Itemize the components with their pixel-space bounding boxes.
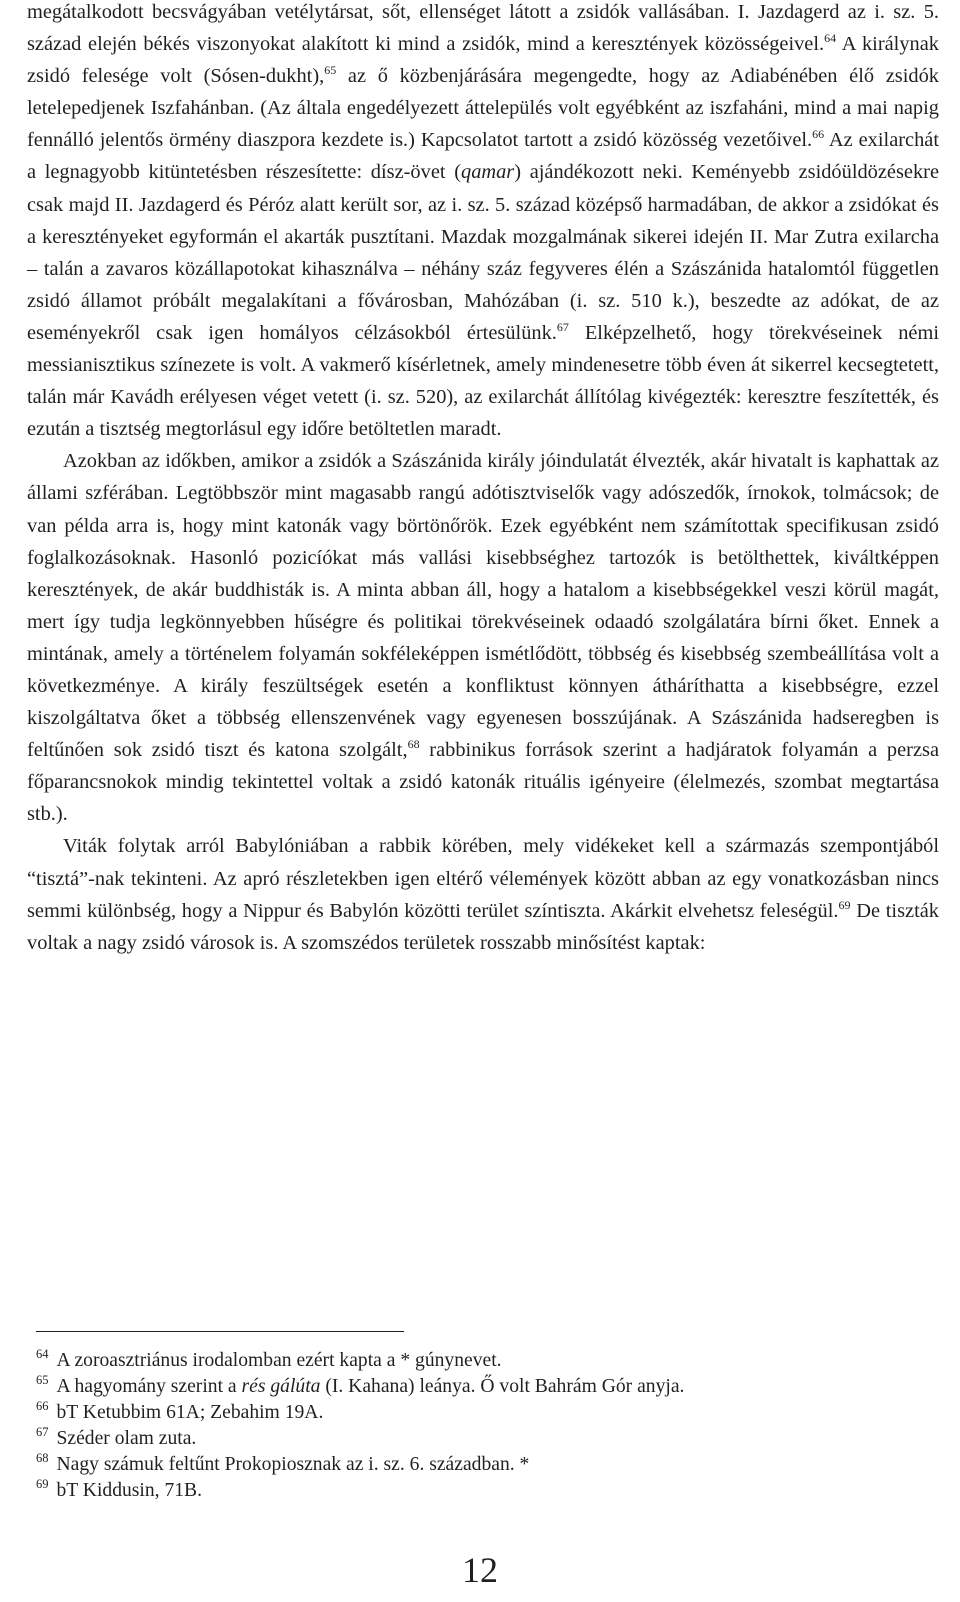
text-run: A hagyomány szerint a — [56, 1376, 242, 1397]
footnote-reference: 69 — [838, 897, 851, 912]
text-run: Viták folytak arról Babylóniában a rabbik körében, mely vidékeket kell a származás szempontjából “tisztá”-nak tekinteni. Az apró részletekben igen eltérő vélemények között abban az egy vonatkozásban nincs semmi különbség, hogy a Nippur és Babylón közötti terület színtiszta. Akárkit elvehetsz feleségül. — [27, 835, 939, 922]
footnote — [36, 1400, 916, 1426]
footnote-number: 69 — [36, 1477, 49, 1491]
footnote — [36, 1478, 916, 1504]
text-run: De tiszták voltak a nagy zsidó városok is. A szomszédos területek rosszabb minősítést kaptak: — [27, 899, 939, 954]
paragraph — [27, 830, 939, 958]
footnote-number: 64 — [36, 1347, 49, 1361]
footnote-reference: 65 — [324, 63, 337, 78]
text-run: megátalkodott becsvágyában vetélytársat, sőt, ellenséget látott a zsidók vallásában. I. Jazdagerd az i. sz. 5. század elején békés viszonyokat alakított ki mind a zsidók, mind a keresztények közösségeivel. — [27, 1, 939, 56]
footnote-reference: 67 — [556, 319, 569, 334]
italic-text: qamar — [461, 161, 515, 184]
text-run: bT Ketubbim 61A; Zebahim 19A. — [56, 1402, 324, 1423]
text-run: bT Kiddusin, 71B. — [56, 1480, 203, 1501]
footnote-separator — [36, 1331, 404, 1332]
footnotes — [36, 1348, 916, 1504]
footnote — [36, 1374, 916, 1400]
footnote-number: 65 — [36, 1373, 49, 1387]
paragraph — [27, 445, 939, 830]
page-number: 12 — [462, 1550, 498, 1590]
footnote — [36, 1452, 916, 1478]
footnote — [36, 1348, 916, 1374]
text-run: Az exilarchát a legnagyobb kitüntetésben részesítette: dísz-övet ( — [27, 129, 939, 184]
text-run: ) ajándékozott neki. Keményebb zsidóüldözésekre csak majd II. Jazdagerd és Péróz alatt került sor, az i. sz. 5. század középső harmadában, de akkor a zsidókat és a keresztényeket egyformán el akarták pusztítani. Mazdak mozgalmának sikerei idején II. Mar Zutra exilarcha – talán a zavaros közállapotokat kihasználva – néhány száz fegyveres élén a Szászánida hatalomtól független zsidó államot próbált megalakítani a fővárosban, Mahózában (i. sz. 510 k.), beszedte az adókat, de az eseményekről csak igen homályos célzásokból értesülünk. — [27, 161, 939, 344]
footnote-reference: 68 — [407, 737, 420, 752]
footnote-number: 66 — [36, 1399, 49, 1413]
text-run: Elképzelhető, hogy törekvéseinek némi messianisztikus színezete is volt. A vakmerő kísérletnek, amely mindenesetre több éven át sikerrel kecsegtetett, talán már Kavádh erélyesen véget vetett (i. sz. 520), az exilarchát állítólag kivégezték: keresztre feszítették, és ezután a tisztség megtorlásul egy időre betöltetlen maradt. — [27, 321, 939, 441]
footnote-reference: 64 — [824, 31, 837, 46]
text-run: az ő közbenjárására megengedte, hogy az Adiabénében élő zsidók letelepedjenek Iszfahánban. (Az általa engedélyezett áttelepülés volt egyébként az iszfaháni, mind a mai napig fennálló jelentős örmény diaszpora kezdete is.) Kapcsolatot tartott a zsidó közösség vezetőivel. — [27, 65, 939, 152]
text-run: (I. Kahana) leánya. Ő volt Bahrám Gór anyja. — [320, 1376, 685, 1397]
text-run: Nagy számuk feltűnt Prokopiosznak az i. sz. 6. században. * — [56, 1454, 530, 1475]
text-run: Azokban az időkben, amikor a zsidók a Szászánida király jóindulatát élvezték, akár hivatalt is kaphattak az állami szférában. Legtöbbször mint magasabb rangú adótisztviselők vagy adószedők, írnokok, tolmácsok; de van példa arra is, hogy mint katonák vagy börtönőrök. Ezek egyébként nem számítottak specifikusan zsidó foglalkozásoknak. Hasonló pozicíókat más vallási kisebbséghez tartozók is betölthettek, kiváltképpen keresztények, de akár buddhisták is. A minta abban áll, hogy a hatalom a kisebbségekkel veszi körül magát, mert így tudja legkönnyebben hűségre és politikai törekvéseinek odaadó szolgálatára bírni őket. Ennek a mintának, amely a történelem folyamán sokféleképpen ismétlődött, többség és kisebbség szembeállítása volt a következménye. A király feszültségek esetén a konfliktust könnyen átháríthatta a kisebbségre, ezzel kiszolgáltatva őket a többség ellenszenvének vagy egyenesen bosszújának. A Szászánida hadseregben is feltűnően sok zsidó tiszt és katona szolgált, — [27, 450, 939, 762]
body-text — [27, 0, 939, 959]
text-run: rabbinikus források szerint a hadjáratok folyamán a perzsa főparancsnokok mindig tekintettel voltak a zsidó katonák rituális igényeire (élelmezés, szombat megtartása stb.). — [27, 739, 939, 826]
text-run: Széder olam zuta. — [56, 1428, 197, 1449]
footnote — [36, 1426, 916, 1452]
text-run: A zoroasztriánus irodalomban ezért kapta a * gúnynevet. — [56, 1350, 502, 1371]
text-run: A királynak zsidó felesége volt (Sósen-dukht), — [27, 33, 939, 88]
italic-text: rés gálúta — [241, 1376, 321, 1397]
paragraph — [27, 0, 939, 445]
footnote-number: 67 — [36, 1425, 49, 1439]
footnote-number: 68 — [36, 1451, 49, 1465]
footnote-reference: 66 — [812, 127, 825, 142]
